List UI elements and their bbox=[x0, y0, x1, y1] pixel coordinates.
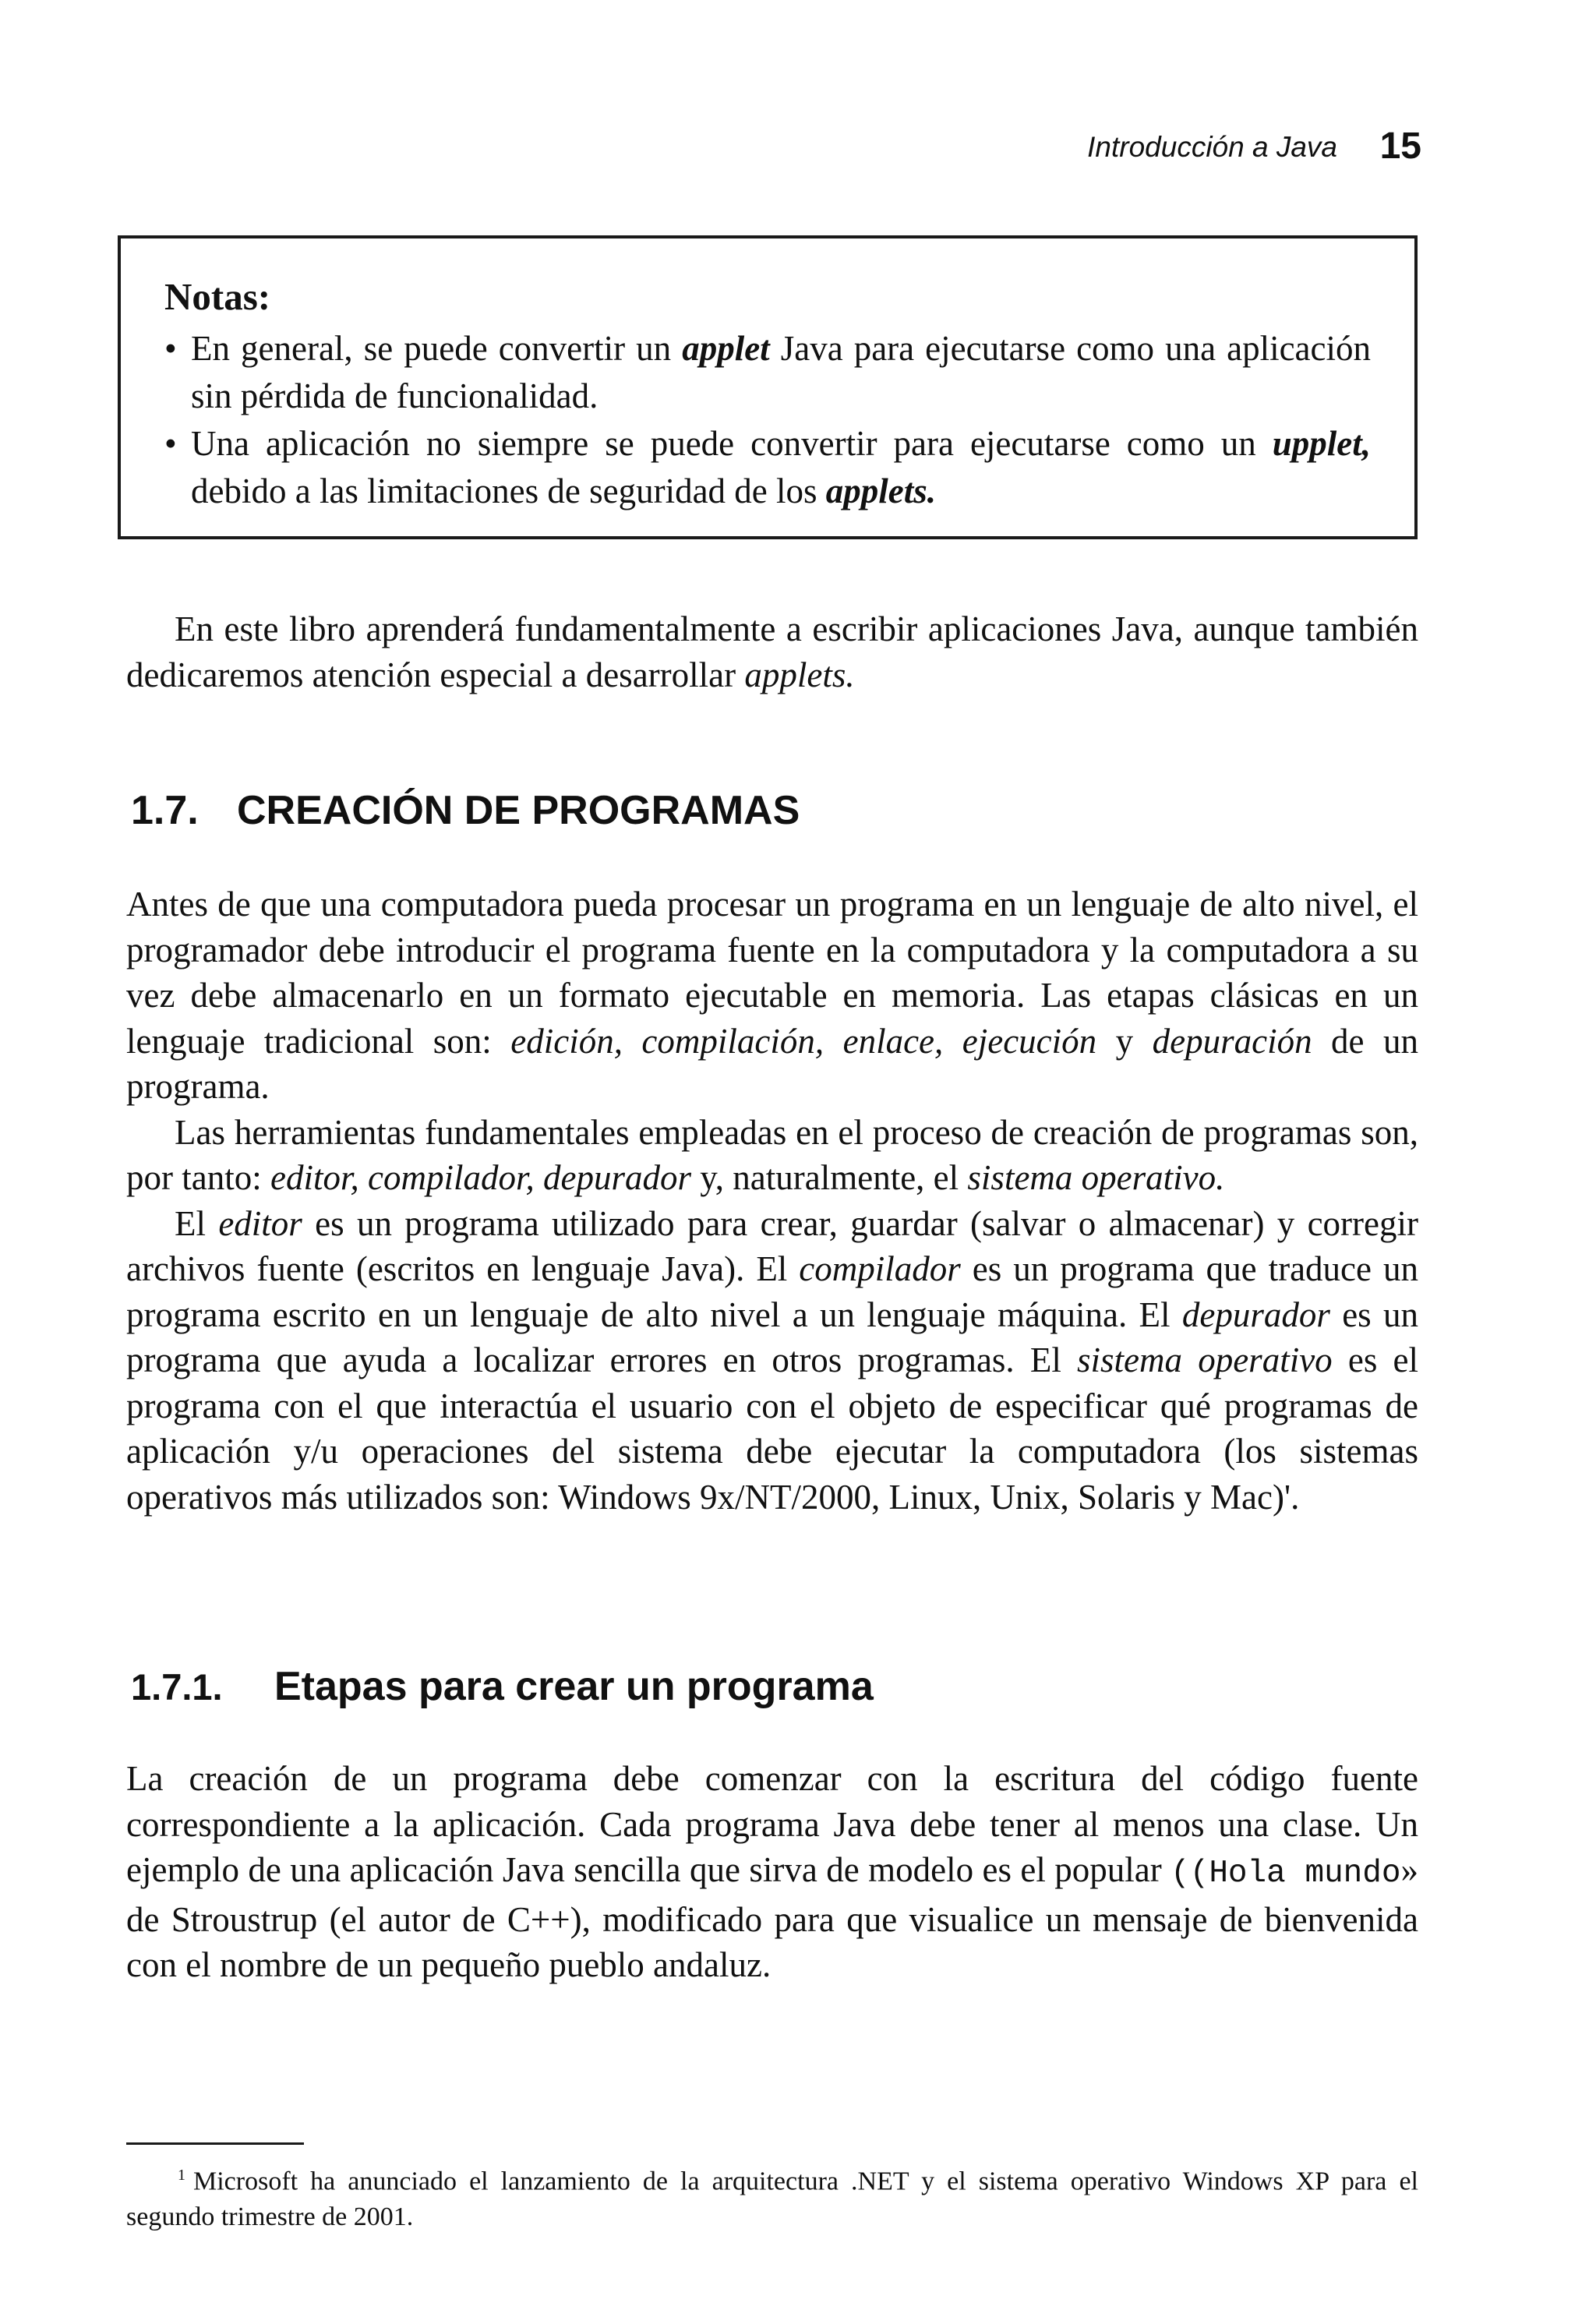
notes-box bbox=[118, 235, 1418, 539]
intro-paragraph bbox=[126, 606, 1418, 698]
running-title: Introducción a Java bbox=[1087, 131, 1337, 163]
paragraph-emphasis: editor, compilador, depurador bbox=[270, 1158, 691, 1197]
subsection-paragraph bbox=[126, 1756, 1418, 1988]
note-emphasis: applet bbox=[682, 328, 770, 368]
paragraph-emphasis: compilador bbox=[799, 1249, 961, 1288]
note-text: Java para ejecutarse como una aplicación sin pérdida de funcionalidad. bbox=[191, 328, 1371, 415]
paragraph-text: y, naturalmente, el bbox=[690, 1158, 968, 1197]
notes-title: Notas: bbox=[164, 275, 271, 318]
section-body bbox=[0, 881, 1418, 1520]
paragraph-text: es un programa utilizado para crear, guardar (salvar o almacenar) y corregir archivos fuente (escritos en lenguaje Java). El bbox=[126, 1203, 1418, 1288]
subsection-heading bbox=[131, 1663, 874, 1710]
paragraph-text: » de Stroustrup (el autor de C++), modificado para que visualice un mensaje de bienvenida con el nombre de un pequeño pueblo andaluz. bbox=[126, 1850, 1418, 1984]
subsection-number: 1.7.1. bbox=[131, 1666, 223, 1708]
paragraph-text: es un programa que ayuda a localizar errores en otros programas. El bbox=[126, 1295, 1418, 1379]
note-item bbox=[164, 325, 1371, 420]
subsection-title: Etapas para crear un programa bbox=[274, 1664, 874, 1709]
section-heading bbox=[131, 787, 800, 834]
paragraph bbox=[126, 1201, 1418, 1521]
section-number: 1.7. bbox=[131, 788, 199, 833]
paragraph-emphasis: edición, compilación, enlace, ejecución bbox=[510, 1021, 1097, 1061]
paragraph-text: es el programa con el que interactúa el usuario con el objeto de especificar qué programas de aplicación y/u operaciones del sistema debe ejecutar la computadora (los sistemas operativos más utilizados son: Windows 9x/NT/2000, Linux, Unix, Solaris y Mac)'. bbox=[126, 1340, 1418, 1517]
paragraph-emphasis: depuración bbox=[1152, 1021, 1312, 1061]
paragraph-emphasis: sistema operativo bbox=[1077, 1340, 1333, 1379]
page-number: 15 bbox=[1379, 125, 1421, 167]
note-item bbox=[164, 420, 1371, 515]
paragraph-emphasis: depurador bbox=[1181, 1295, 1330, 1334]
paragraph bbox=[126, 881, 1418, 1110]
paragraph-text: y bbox=[1096, 1021, 1153, 1061]
note-emphasis: applets. bbox=[825, 471, 937, 510]
section-title: CREACIÓN DE PROGRAMAS bbox=[237, 788, 800, 833]
paragraph-text: es un programa que traduce un programa escrito en un lenguaje de alto nivel a un lenguaje máquina. El bbox=[126, 1249, 1418, 1334]
note-text: debido a las limitaciones de seguridad de los bbox=[191, 471, 826, 510]
paragraph-text: La creación de un programa debe comenzar con la escritura del código fuente correspondiente a la aplicación. Cada programa Java debe tener al menos una clase. Un ejemplo de una aplicación Java sencilla que sirva de modelo es el popular bbox=[126, 1759, 1418, 1889]
note-text: Una aplicación no siempre se puede convertir para ejecutarse como un bbox=[191, 423, 1273, 463]
paragraph bbox=[126, 1110, 1418, 1201]
footnote-text: Microsoft ha anunciado el lanzamiento de la arquitectura .NET y el sistema operativo Windows XP para el segundo trimestre de 2001. bbox=[126, 2167, 1418, 2232]
note-emphasis: upplet, bbox=[1272, 423, 1371, 463]
paragraph-emphasis: sistema operativo. bbox=[967, 1158, 1225, 1197]
paragraph-emphasis: applets. bbox=[744, 655, 855, 694]
code-text: ((Hola mundo bbox=[1171, 1856, 1401, 1891]
bullet: • bbox=[164, 423, 177, 463]
bullet: • bbox=[164, 328, 177, 368]
paragraph-text: El bbox=[175, 1203, 219, 1243]
paragraph-text: En este libro aprenderá fundamentalmente a escribir aplicaciones Java, aunque también dedicaremos atención especial a desarrollar bbox=[126, 609, 1418, 694]
footnote-divider bbox=[126, 2142, 304, 2145]
paragraph-emphasis: editor bbox=[218, 1203, 302, 1243]
paragraph-text: Las herramientas fundamentales empleadas en el proceso de creación de programas son, por tanto: bbox=[126, 1112, 1418, 1197]
paragraph-text: de un programa. bbox=[126, 1021, 1418, 1106]
note-text: En general, se puede convertir un bbox=[191, 328, 683, 368]
footnote bbox=[126, 2157, 1418, 2235]
footnote-marker: 1 bbox=[178, 2167, 185, 2184]
paragraph-text: Antes de que una computadora pueda procesar un programa en un lenguaje de alto nivel, el programador debe introducir el programa fuente en la computadora y la computadora a su vez debe almacenarlo en un formato ejecutable en memoria. Las etapas clásicas en un lenguaje tradicional son: bbox=[126, 885, 1418, 1061]
